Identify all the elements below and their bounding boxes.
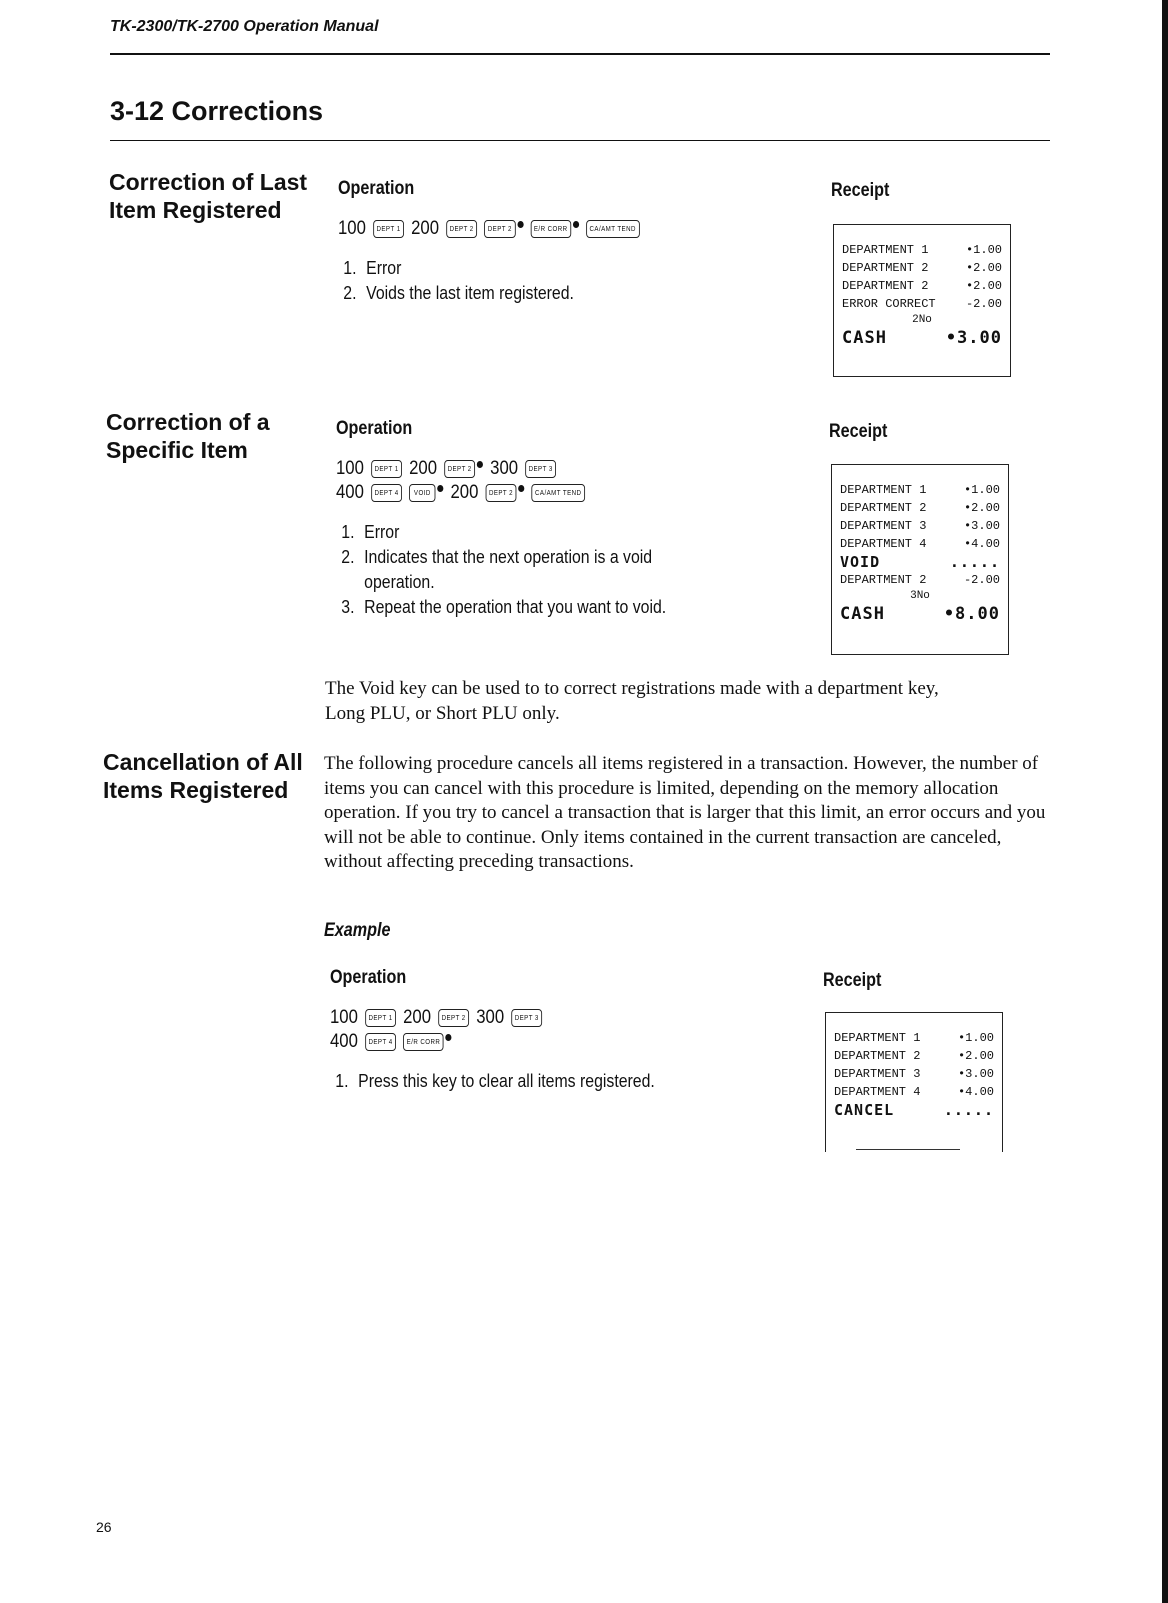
amount: 200: [411, 218, 440, 239]
amount: 200: [450, 482, 479, 503]
s3-operation-label: Operation: [330, 967, 407, 988]
s1-steps: [338, 256, 651, 306]
amount: 200: [403, 1007, 432, 1028]
s2-key-sequence-line-2: [336, 482, 585, 504]
header-rule: [110, 53, 1050, 55]
receipt-total: CASH •3.00: [842, 328, 1002, 348]
amount: 100: [338, 218, 366, 239]
step: 1. Press this key to clear all items registered.: [353, 1069, 723, 1094]
dept-2-key[interactable]: DEPT 2: [446, 220, 477, 238]
s2-receipt-label: Receipt: [829, 421, 888, 442]
step: 1. Error: [359, 520, 711, 545]
dept-1-key[interactable]: DEPT 1: [365, 1009, 396, 1027]
running-header: TK-2300/TK-2700 Operation Manual: [110, 18, 379, 35]
section-title: 3-12 Corrections: [110, 96, 324, 126]
receipt-line: DEPARTMENT 2 •2.00: [842, 261, 1002, 275]
s2-key-sequence-line-1: [336, 458, 556, 480]
amount: 100: [330, 1007, 358, 1028]
amount: 400: [330, 1031, 358, 1052]
receipt-line: DEPARTMENT 3 •3.00: [834, 1067, 994, 1081]
receipt-tear-edge: [856, 1149, 960, 1150]
receipt-line: DEPARTMENT 1 •1.00: [840, 483, 1000, 497]
s3-heading: Cancellation of All Items Registered: [103, 749, 303, 803]
receipt-line: DEPARTMENT 4 •4.00: [834, 1085, 994, 1099]
s2-operation-label: Operation: [336, 418, 413, 439]
receipt-line: DEPARTMENT 2 •2.00: [840, 501, 1000, 515]
step-2-marker: [573, 221, 579, 228]
s2-steps: [336, 520, 711, 620]
dept-4-key[interactable]: DEPT 4: [371, 484, 402, 502]
amount: 400: [336, 482, 364, 503]
amount: 100: [336, 458, 364, 479]
dept-1-key[interactable]: DEPT 1: [373, 220, 404, 238]
example-label: Example: [324, 920, 391, 941]
section-rule: [110, 140, 1050, 141]
amount: 300: [476, 1007, 505, 1028]
s2-receipt: [831, 464, 1009, 655]
s1-operation-label: Operation: [338, 178, 415, 199]
cash-amount-tend-key[interactable]: CA/AMT TEND: [586, 220, 639, 238]
receipt-line: DEPARTMENT 1 •1.00: [842, 243, 1002, 257]
step: 3. Repeat the operation that you want to void.: [359, 595, 711, 620]
receipt-line: DEPARTMENT 3 •3.00: [840, 519, 1000, 533]
receipt-line: DEPARTMENT 2 •2.00: [834, 1049, 994, 1063]
receipt-line: DEPARTMENT 4 •4.00: [840, 537, 1000, 551]
error-correct-key[interactable]: E/R CORR: [403, 1033, 444, 1051]
dept-2-key[interactable]: DEPT 2: [484, 220, 515, 238]
step-3-marker: [518, 485, 524, 492]
s3-steps: [330, 1069, 722, 1094]
amount: 300: [490, 458, 519, 479]
receipt-line: DEPARTMENT 2 •2.00: [842, 279, 1002, 293]
step-1-marker: [517, 221, 523, 228]
dept-2-key[interactable]: DEPT 2: [485, 484, 516, 502]
dept-3-key[interactable]: DEPT 3: [511, 1009, 542, 1027]
receipt-line: ERROR CORRECT -2.00: [842, 297, 1002, 311]
dept-4-key[interactable]: DEPT 4: [365, 1033, 396, 1051]
dept-1-key[interactable]: DEPT 1: [371, 460, 402, 478]
amount: 200: [409, 458, 438, 479]
s1-heading: Correction of Last Item Registered: [109, 169, 308, 223]
dept-3-key[interactable]: DEPT 3: [525, 460, 556, 478]
error-correct-key[interactable]: E/R CORR: [530, 220, 571, 238]
receipt-void-line: VOID .....: [840, 553, 1000, 571]
s1-receipt-label: Receipt: [831, 180, 890, 201]
receipt-line: DEPARTMENT 2 -2.00: [840, 573, 1000, 587]
void-key[interactable]: VOID: [409, 484, 435, 502]
s3-receipt: [825, 1012, 1003, 1152]
s1-receipt: [833, 224, 1011, 377]
s3-receipt-label: Receipt: [823, 970, 882, 991]
cash-amount-tend-key[interactable]: CA/AMT TEND: [532, 484, 585, 502]
s2-heading: Correction of a Specific Item: [106, 409, 270, 463]
receipt-cancel-line: CANCEL .....: [834, 1101, 994, 1119]
page-edge: [1162, 0, 1168, 1603]
s3-key-sequence-line-1: [330, 1007, 542, 1029]
dept-2-key[interactable]: DEPT 2: [438, 1009, 469, 1027]
item-count: 3No: [910, 590, 930, 602]
void-key-note: The Void key can be used to to correct registrations made with a department key, Long PLU, or Short PLU only.: [325, 678, 939, 724]
step-2-marker: [437, 485, 443, 492]
receipt-line: DEPARTMENT 1 •1.00: [834, 1031, 994, 1045]
receipt-total: CASH •8.00: [840, 604, 1000, 624]
cancellation-description: The following procedure cancels all items registered in a transaction. However, the number of items you can cancel with this procedure is limited, depending on the memory allocation operation. If you try to cancel a transaction that is larger that this limit, an error occurs and you will not be able to continue. Only items contained in the current transaction are canceled, without affecting preceding transactions.: [324, 753, 1046, 872]
dept-2-key[interactable]: DEPT 2: [444, 460, 475, 478]
step: 1. Error: [361, 256, 651, 281]
item-count: 2No: [912, 314, 932, 326]
page-number: 26: [96, 1519, 112, 1535]
step-1-marker: [446, 1034, 452, 1041]
step: 2. Indicates that the next operation is a void operation.: [359, 545, 711, 595]
s3-key-sequence-line-2: [330, 1031, 452, 1053]
s1-key-sequence: [338, 218, 639, 240]
step-1-marker: [477, 461, 483, 468]
step: 2. Voids the last item registered.: [361, 281, 651, 306]
